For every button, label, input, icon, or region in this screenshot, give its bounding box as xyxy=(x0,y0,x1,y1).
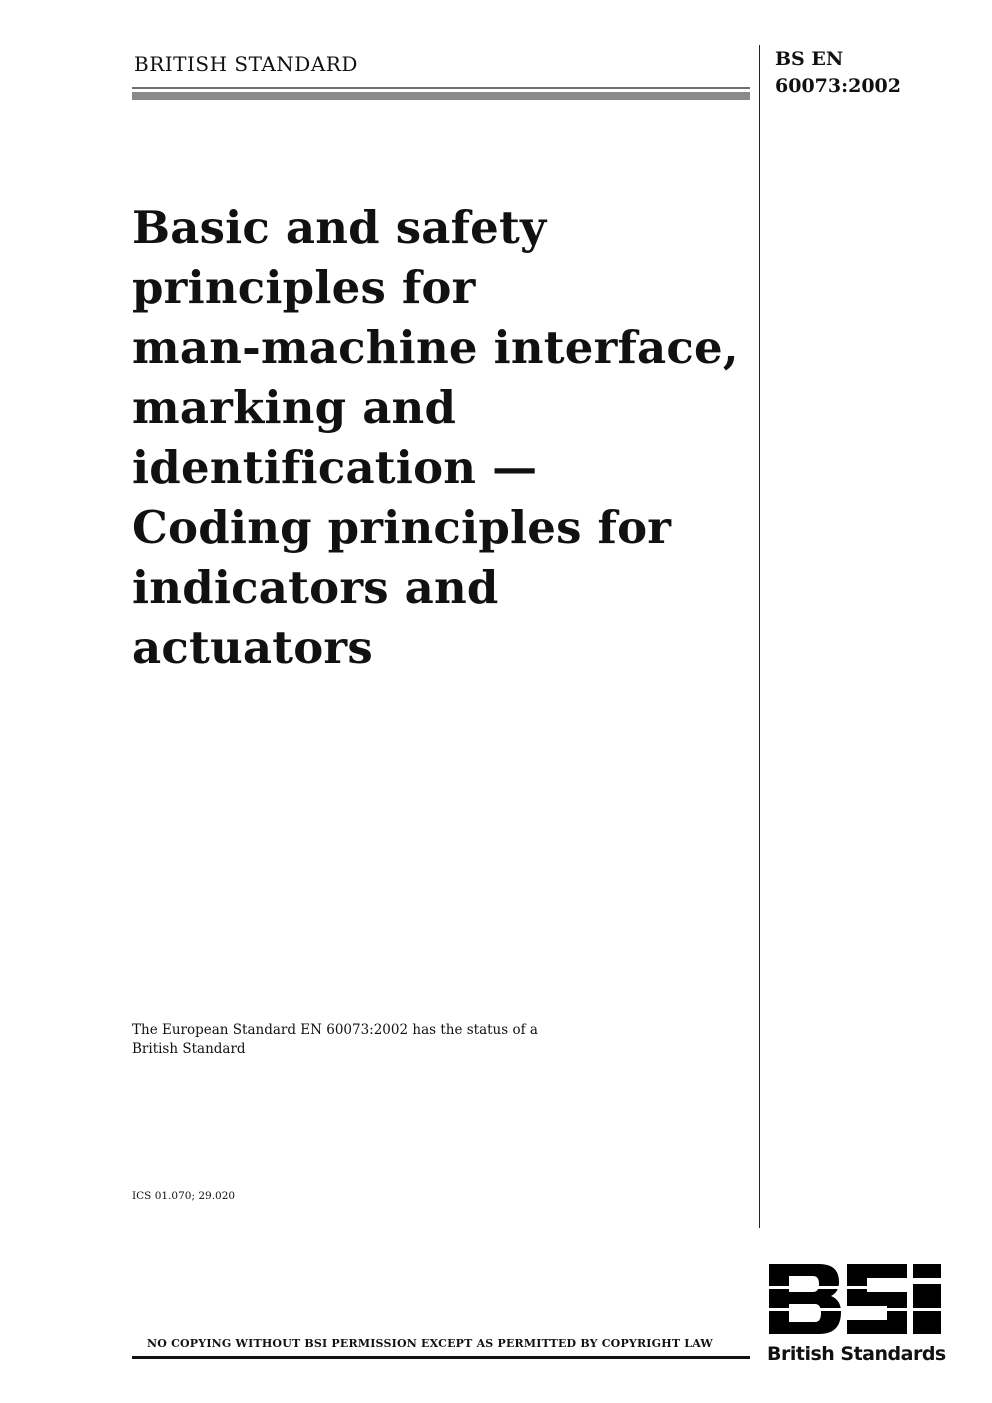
title-line: indicators and xyxy=(132,561,499,614)
logo-caption: British Standards xyxy=(767,1343,946,1365)
standard-number-line1: BS EN xyxy=(775,48,844,70)
header-rule-thin xyxy=(132,87,750,89)
status-line: British Standard xyxy=(132,1041,246,1057)
copyright-notice: NO COPYING WITHOUT BSI PERMISSION EXCEPT AS PERMITTED BY COPYRIGHT LAW xyxy=(147,1337,713,1350)
title-line: Coding principles for xyxy=(132,501,672,554)
ics-code: ICS 01.070; 29.020 xyxy=(132,1190,236,1202)
vertical-divider xyxy=(759,45,760,1228)
standard-number-line2: 60073:2002 xyxy=(775,75,901,97)
standard-number xyxy=(775,46,901,100)
title-line: marking and xyxy=(132,381,457,434)
header-rule-thick xyxy=(132,92,750,100)
footer-rule xyxy=(132,1356,750,1359)
title-line: Basic and safety xyxy=(132,201,547,254)
title-line: man-machine interface, xyxy=(132,321,739,374)
document-title xyxy=(132,198,750,678)
status-line: The European Standard EN 60073:2002 has the status of a xyxy=(132,1022,538,1038)
status-statement xyxy=(132,1021,602,1059)
title-line: principles for xyxy=(132,261,476,314)
series-label: BRITISH STANDARD xyxy=(134,52,358,76)
title-line: actuators xyxy=(132,621,373,674)
title-line: identification — xyxy=(132,441,538,494)
